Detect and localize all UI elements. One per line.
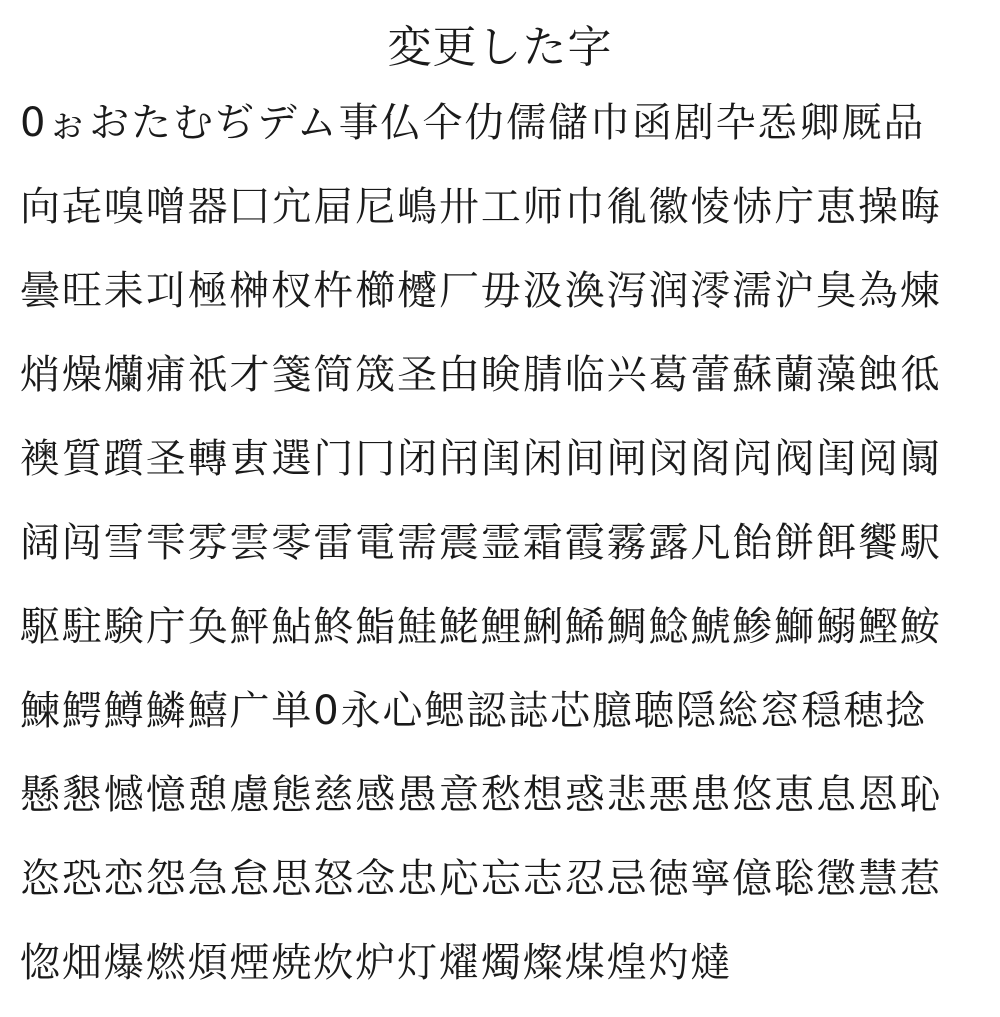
character-row: 向㐂嗅噌器囗宂屇尼嶋卅工师巾㣧徽㥄㤸庁恵操晦 [20,184,942,230]
character-row: 曇旺耒㓚極榊杈杵櫛㰗厂毋汲渙泻润澪濡沪臭為煉 [20,268,942,314]
character-row: 阔闯雪雫雰雲零雷電需震霊霜霞霧露凡飴餅餌饗駅 [20,520,942,566]
character-row: 懸懇憾憶憩慮態慈感愚意愁想惑悲悪患悠恵息恩恥 [20,772,942,818]
character-row: 襖質躓圣轉叀選门冂闭闬闺闲间闸闵阁闶阀闺阅阘 [20,436,942,482]
character-row: 焇燥爤痡祇才箋简筬圣甶𥇥腈临兴葛蕾蘇蘭藻蝕彽 [20,352,942,398]
character-row: 0ぉおたむぢデム事仏仐仂儒儲巾函剧卆㤅卿厩品 [20,100,926,146]
character-row: 鰊鰐鱒鱗鱚广単0永心鳃認誌芯臆聴隠総窓穏穂捻 [20,688,928,734]
character-row: 惚畑爆燃煩煙焼炊炉灯燿燭燦煤煌灼燵 [20,940,733,986]
character-row: 駆駐験庁奂鮃鮎鮗鮨鮭鮱鯉鯏鯑鯛鯰鯱鯵鰤鰯鰹鮟 [20,604,942,650]
character-grid [20,93,980,1017]
page-title: 変更した字 [387,22,613,73]
character-row: 恣恐恋怨急怠思怒念忠応忘志忍忌徳寧億聡懲慧惹 [20,856,942,902]
